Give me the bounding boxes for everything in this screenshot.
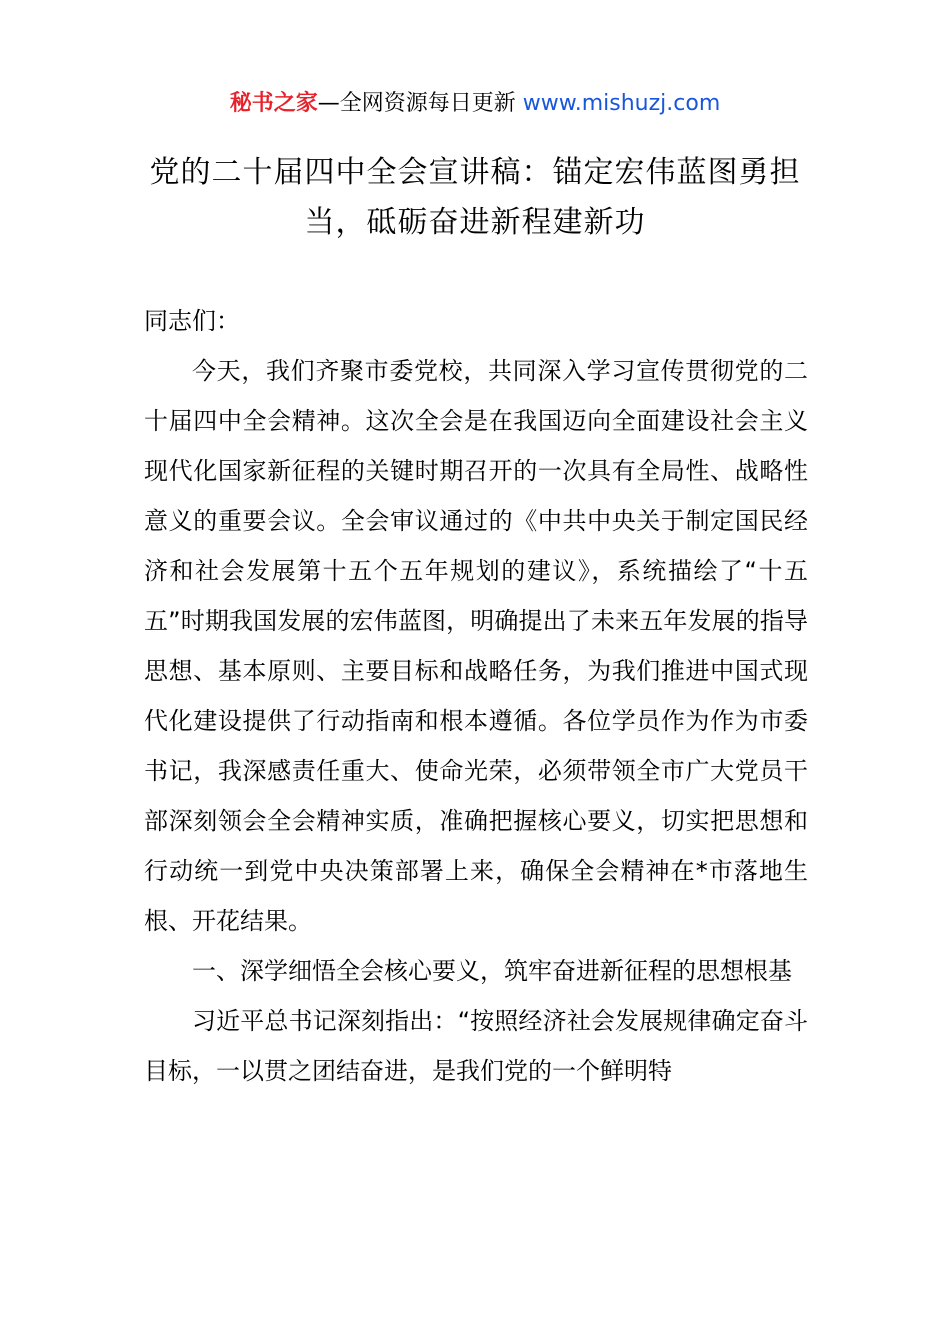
paragraph-section-1: 习近平总书记深刻指出：“按照经济社会发展规律确定奋斗目标，一以贯之团结奋进，是我们党的一个鲜明特 — [144, 1007, 808, 1085]
salutation: 同志们： — [144, 307, 240, 335]
site-tagline: —全网资源每日更新 — [317, 91, 516, 116]
site-header — [0, 88, 950, 120]
paragraph-intro: 今天，我们齐聚市委党校，共同深入学习宣传贯彻党的二十届四中全会精神。这次全会是在我国迈向全面建设社会主义现代化国家新征程的关键时期召开的一次具有全局性、战略性意义的重要会议。全会审议通过的《中共中央关于制定国民经济和社会发展第十五个五年规划的建议》，系统描绘了“十五五”时期我国发展的宏伟蓝图，明确提出了未来五年发展的指导思想、基本原则、主要目标和战略任务，为我们推进中国式现代化建设提供了行动指南和根本遵循。各位学员作为作为市委书记，我深感责任重大、使命光荣，必须带领全市广大党员干部深刻领会全会精神实质，准确把握核心要义，切实把思想和行动统一到党中央决策部署上来，确保全会精神在*市落地生根、开花结果。 — [144, 357, 808, 935]
document-title: 党的二十届四中全会宣讲稿：锚定宏伟蓝图勇担当，砥砺奋进新程建新功 — [149, 155, 801, 240]
document-body — [144, 296, 808, 1096]
site-url-link[interactable]: www.mishuzj.com — [522, 91, 721, 116]
site-brand: 秘书之家 — [229, 91, 318, 116]
section-heading-1: 一、深学细悟全会核心要义，筑牢奋进新征程的思想根基 — [192, 957, 792, 985]
